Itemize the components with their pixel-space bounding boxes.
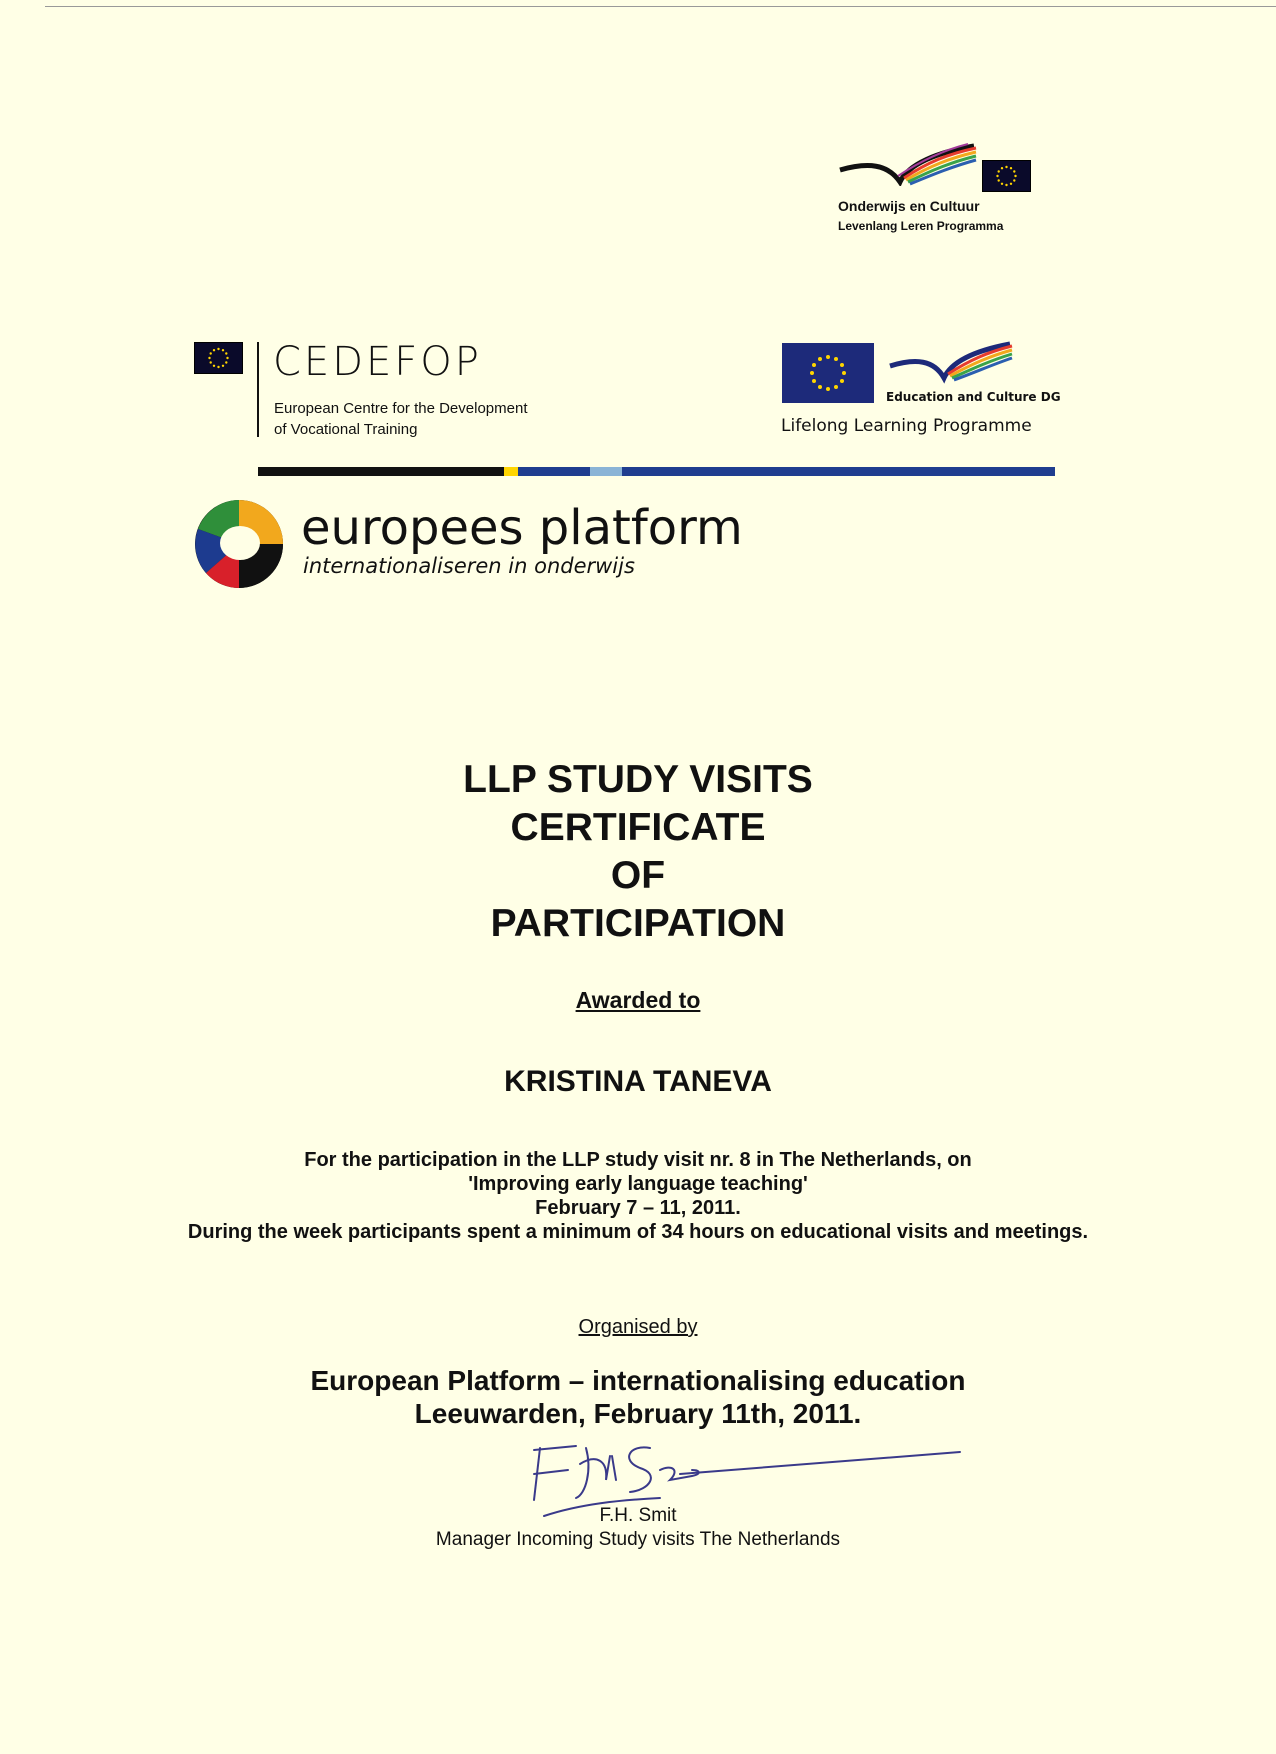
organiser-block [0,1364,1276,1430]
desc-line1: For the participation in the LLP study visit nr. 8 in The Netherlands, on [304,1149,972,1171]
signatory-name: F.H. Smit [599,1505,677,1526]
nl-llp-caption [838,196,1003,236]
title-line4: PARTICIPATION [490,902,786,945]
ep-name: europees platform [301,500,743,556]
llp-swoosh-icon [838,142,978,186]
recipient-name: KRISTINA TANEVA [504,1065,772,1098]
title-line3: OF [610,854,666,897]
eu-flag-icon [782,343,874,403]
eac-line2: Lifelong Learning Programme [781,416,1032,436]
title-line1: LLP STUDY VISITS [463,758,813,801]
participation-description [0,1148,1276,1244]
awarded-to-label: Awarded to [575,987,701,1013]
desc-line4: During the week participants spent a minimum of 34 hours on educational visits and meetings. [187,1221,1089,1243]
organised-by-label: Organised by [578,1316,698,1338]
ep-tagline: internationaliseren in onderwijs [303,554,635,578]
stripe-black [258,467,504,476]
certificate-title [0,756,1276,948]
stripe-light [590,467,622,476]
nl-llp-line1: Onderwijs en Cultuur [838,198,980,214]
europees-platform-logo-icon [194,499,284,594]
cedefop-name: CEDEFOP [273,339,482,385]
desc-line3: February 7 – 11, 2011. [535,1197,741,1219]
cedefop-line1: European Centre for the Development [274,400,528,417]
signatory-title: Manager Incoming Study visits The Netherlands [435,1529,841,1550]
signatory-block [0,1504,1276,1552]
cedefop-divider [257,342,259,437]
eu-flag-icon [982,160,1031,192]
desc-line2: 'Improving early language teaching' [468,1173,808,1195]
title-line2: CERTIFICATE [510,806,766,849]
eac-line1: Education and Culture DG [886,390,1061,404]
stripe-yellow [504,467,518,476]
llp-swoosh-icon [888,340,1014,384]
top-rule [45,6,1276,7]
nl-llp-line2: Levenlang Leren Programma [838,219,1004,233]
cedefop-wordmark [273,340,482,384]
stripe-navy-long [622,467,1055,476]
place-date: Leeuwarden, February 11th, 2011. [414,1398,862,1429]
cedefop-caption [274,398,527,440]
organiser-name: European Platform – internationalising education [310,1365,966,1396]
eu-flag-icon [194,342,243,374]
cedefop-line2: of Vocational Training [274,421,418,438]
stripe-navy [518,467,590,476]
